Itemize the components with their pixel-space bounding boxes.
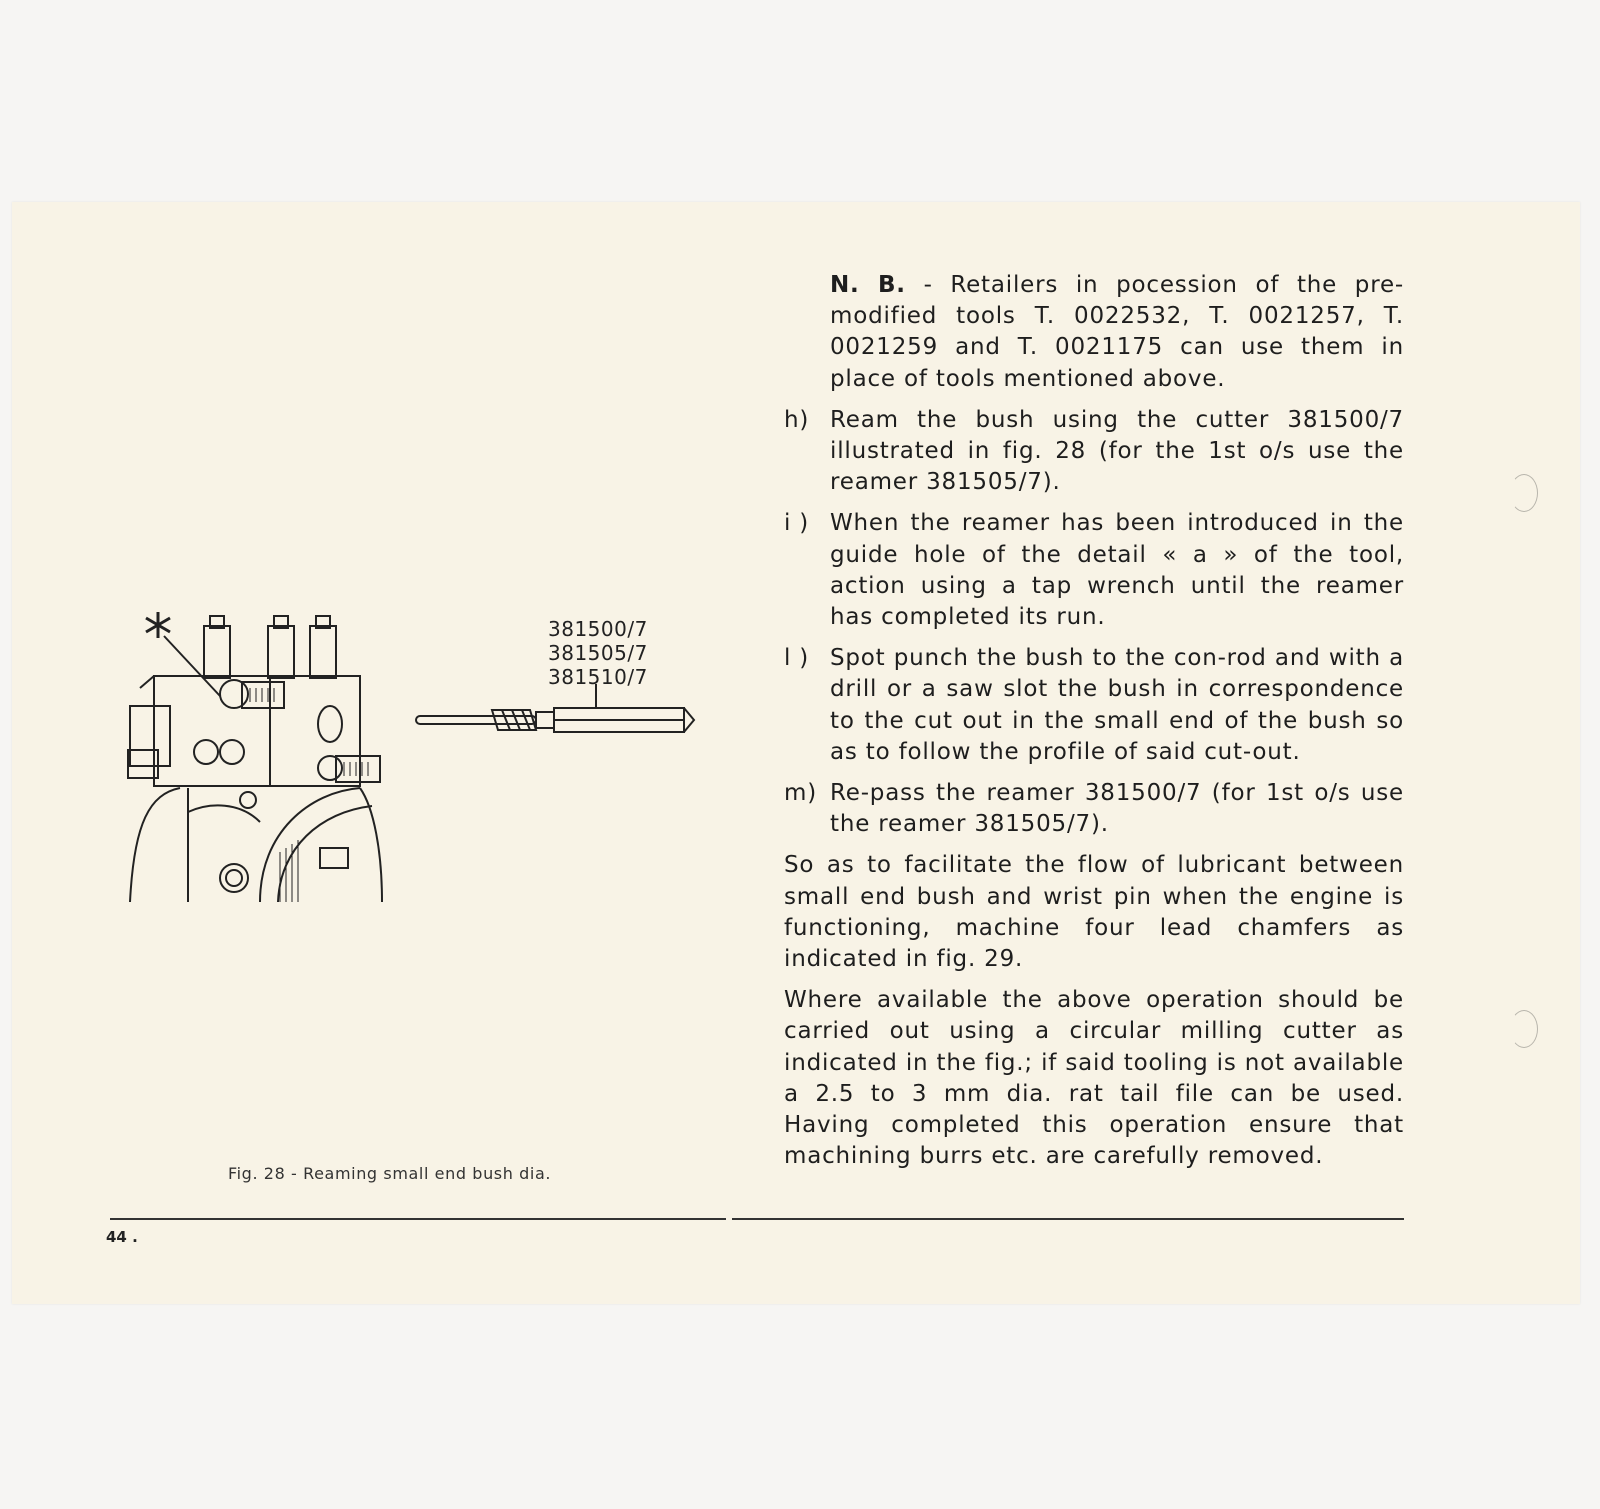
page-number: 44 . xyxy=(106,1228,138,1246)
step-l xyxy=(784,643,1404,768)
nb-label: N. B. xyxy=(830,272,906,298)
step-marker: l ) xyxy=(784,645,810,672)
step-text: Re-pass the reamer 381500/7 (for 1st o/s use the reamer 381505/7). xyxy=(830,780,1404,838)
binder-hole-icon xyxy=(1510,1010,1538,1048)
step-m xyxy=(784,778,1404,840)
callout-381510: 381510/7 xyxy=(548,665,648,689)
lubrication-paragraph: So as to facilitate the flow of lubricant between small end bush and wrist pin when the engine is functioning, machine four lead chamfers as indicated in fig. 29. xyxy=(784,852,1404,973)
reamer-tool xyxy=(416,708,694,732)
callout-381500: 381500/7 xyxy=(548,617,648,641)
step-text: Ream the bush using the cutter 381500/7 illustrated in fig. 28 (for the 1st o/s use the reamer 381505/7). xyxy=(830,406,1404,496)
step-text: Spot punch the bush to the con-rod and with a drill or a saw slot the bush in correspondence to the cut out in the small end of the bush so as to follow the profile of said cut-out. xyxy=(830,645,1404,765)
step-marker: i ) xyxy=(784,510,810,537)
step-marker: m) xyxy=(784,780,817,807)
step-i xyxy=(784,508,1404,633)
asterisk-marker xyxy=(146,612,170,638)
callout-381505: 381505/7 xyxy=(548,641,648,665)
reaming-tool-drawing xyxy=(110,612,730,932)
step-marker: h) xyxy=(784,406,810,433)
step-h xyxy=(784,405,1404,499)
footer-rule-left xyxy=(110,1218,726,1220)
instructions-column xyxy=(784,270,1404,1182)
milling-paragraph: Where available the above operation should be carried out using a circular milling cutter as indicated in the fig.; if said tooling is not available a 2.5 to 3 mm dia. rat tail file can be used. Having completed this operation ensure that machining burrs etc. are carefully removed. xyxy=(784,987,1404,1170)
footer-rule-right xyxy=(732,1218,1404,1220)
binder-hole-icon xyxy=(1510,474,1538,512)
nb-text: - Retailers in pocession of the pre-modified tools T. 0022532, T. 0021257, T. 0021259 and T. 0021175 can use them in place of tools mentioned above. xyxy=(830,272,1404,392)
figure-caption: Fig. 28 - Reaming small end bush dia. xyxy=(228,1164,552,1183)
nb-note xyxy=(784,270,1404,395)
step-text: When the reamer has been introduced in the guide hole of the detail « a » of the tool, action using a tap wrench until the reamer has completed its run. xyxy=(830,510,1404,631)
figure-28-illustration xyxy=(110,612,730,932)
